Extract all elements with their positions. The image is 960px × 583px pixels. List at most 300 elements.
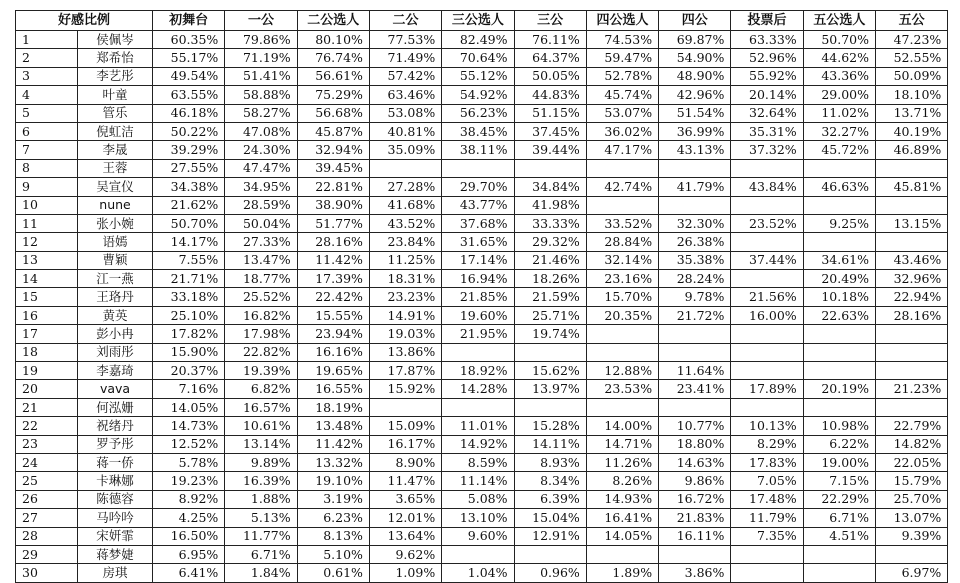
value-cell: 6.39% (514, 490, 586, 508)
value-cell: 8.92% (153, 490, 225, 508)
value-cell (659, 196, 731, 214)
rank-cell: 23 (16, 435, 78, 453)
value-cell: 32.94% (297, 141, 369, 159)
value-cell: 56.23% (442, 104, 514, 122)
value-cell: 15.09% (369, 417, 441, 435)
value-cell (803, 325, 875, 343)
value-cell: 9.60% (442, 527, 514, 545)
value-cell: 32.14% (586, 251, 658, 269)
value-cell (803, 564, 875, 582)
value-cell: 70.64% (442, 49, 514, 67)
value-cell: 46.18% (153, 104, 225, 122)
value-cell (586, 545, 658, 563)
name-cell: 王蓉 (78, 159, 153, 177)
value-cell: 51.54% (659, 104, 731, 122)
value-cell (875, 233, 947, 251)
rank-cell: 20 (16, 380, 78, 398)
value-cell: 16.41% (586, 509, 658, 527)
value-cell (731, 362, 803, 380)
column-header: 五公 (875, 11, 947, 31)
value-cell: 38.11% (442, 141, 514, 159)
value-cell: 23.23% (369, 288, 441, 306)
value-cell: 50.09% (875, 67, 947, 85)
value-cell: 12.91% (514, 527, 586, 545)
value-cell: 60.35% (153, 31, 225, 49)
value-cell: 82.49% (442, 31, 514, 49)
value-cell: 7.55% (153, 251, 225, 269)
value-cell: 45.87% (297, 122, 369, 140)
value-cell: 14.63% (659, 453, 731, 471)
table-row (16, 453, 948, 471)
value-cell: 38.45% (442, 122, 514, 140)
value-cell (731, 545, 803, 563)
value-cell: 8.13% (297, 527, 369, 545)
value-cell: 21.62% (153, 196, 225, 214)
value-cell: 6.71% (225, 545, 297, 563)
value-cell: 17.14% (442, 251, 514, 269)
table-row (16, 141, 948, 159)
name-cell: 马吟吟 (78, 509, 153, 527)
value-cell: 75.29% (297, 86, 369, 104)
value-cell: 28.16% (297, 233, 369, 251)
value-cell: 17.39% (297, 270, 369, 288)
value-cell: 14.82% (875, 435, 947, 453)
name-cell: vava (78, 380, 153, 398)
value-cell: 6.41% (153, 564, 225, 582)
value-cell: 10.18% (803, 288, 875, 306)
value-cell: 69.87% (659, 31, 731, 49)
value-cell: 22.63% (803, 306, 875, 324)
value-cell (586, 325, 658, 343)
value-cell (803, 545, 875, 563)
value-cell: 22.79% (875, 417, 947, 435)
name-cell: 卡琳娜 (78, 472, 153, 490)
name-cell: 李艺彤 (78, 67, 153, 85)
value-cell: 32.96% (875, 270, 947, 288)
value-cell: 5.08% (442, 490, 514, 508)
value-cell: 50.05% (514, 67, 586, 85)
value-cell (731, 343, 803, 361)
value-cell: 57.42% (369, 67, 441, 85)
name-cell: 李嘉琦 (78, 362, 153, 380)
value-cell: 11.01% (442, 417, 514, 435)
value-cell: 37.45% (514, 122, 586, 140)
rank-cell: 30 (16, 564, 78, 582)
value-cell: 39.29% (153, 141, 225, 159)
rank-cell: 28 (16, 527, 78, 545)
value-cell (659, 545, 731, 563)
value-cell: 39.45% (297, 159, 369, 177)
value-cell: 14.91% (369, 306, 441, 324)
value-cell: 52.55% (875, 49, 947, 67)
value-cell: 11.47% (369, 472, 441, 490)
name-cell: 倪虹洁 (78, 122, 153, 140)
rank-cell: 2 (16, 49, 78, 67)
value-cell: 3.86% (659, 564, 731, 582)
value-cell: 47.47% (225, 159, 297, 177)
value-cell: 8.29% (731, 435, 803, 453)
value-cell: 53.07% (586, 104, 658, 122)
value-cell: 19.03% (369, 325, 441, 343)
value-cell (369, 159, 441, 177)
table-row (16, 288, 948, 306)
value-cell: 37.68% (442, 214, 514, 232)
table-row (16, 472, 948, 490)
value-cell: 19.39% (225, 362, 297, 380)
value-cell (586, 343, 658, 361)
value-cell: 63.55% (153, 86, 225, 104)
value-cell: 4.25% (153, 509, 225, 527)
value-cell (659, 159, 731, 177)
value-cell: 14.05% (586, 527, 658, 545)
value-cell: 13.64% (369, 527, 441, 545)
value-cell (442, 398, 514, 416)
value-cell: 3.19% (297, 490, 369, 508)
value-cell: 12.52% (153, 435, 225, 453)
value-cell: 14.71% (586, 435, 658, 453)
value-cell: 34.95% (225, 178, 297, 196)
table-row (16, 159, 948, 177)
name-cell: 侯佩岑 (78, 31, 153, 49)
rank-cell: 16 (16, 306, 78, 324)
value-cell: 34.61% (803, 251, 875, 269)
value-cell: 58.27% (225, 104, 297, 122)
value-cell: 3.65% (369, 490, 441, 508)
value-cell: 18.80% (659, 435, 731, 453)
value-cell (875, 398, 947, 416)
value-cell: 14.00% (586, 417, 658, 435)
value-cell: 20.14% (731, 86, 803, 104)
value-cell: 21.71% (153, 270, 225, 288)
value-cell: 55.12% (442, 67, 514, 85)
value-cell: 16.82% (225, 306, 297, 324)
name-cell: nune (78, 196, 153, 214)
table-row (16, 104, 948, 122)
value-cell: 8.26% (586, 472, 658, 490)
value-cell: 45.81% (875, 178, 947, 196)
value-cell: 14.93% (586, 490, 658, 508)
value-cell: 23.84% (369, 233, 441, 251)
name-cell: 张小婉 (78, 214, 153, 232)
value-cell (731, 564, 803, 582)
value-cell: 29.00% (803, 86, 875, 104)
value-cell: 16.17% (369, 435, 441, 453)
value-cell: 16.39% (225, 472, 297, 490)
header-row (16, 11, 948, 31)
value-cell: 1.84% (225, 564, 297, 582)
value-cell: 55.92% (731, 67, 803, 85)
name-cell: 陈德容 (78, 490, 153, 508)
value-cell: 50.22% (153, 122, 225, 140)
value-cell: 29.70% (442, 178, 514, 196)
value-cell: 46.63% (803, 178, 875, 196)
value-cell: 16.16% (297, 343, 369, 361)
table-row (16, 270, 948, 288)
value-cell: 33.52% (586, 214, 658, 232)
rank-cell: 15 (16, 288, 78, 306)
value-cell: 22.82% (225, 343, 297, 361)
name-cell: 黄英 (78, 306, 153, 324)
value-cell: 18.31% (369, 270, 441, 288)
table-row (16, 49, 948, 67)
value-cell: 34.38% (153, 178, 225, 196)
value-cell: 13.97% (514, 380, 586, 398)
value-cell (875, 196, 947, 214)
rank-cell: 12 (16, 233, 78, 251)
value-cell: 13.32% (297, 453, 369, 471)
value-cell: 15.28% (514, 417, 586, 435)
value-cell: 17.89% (731, 380, 803, 398)
value-cell: 18.92% (442, 362, 514, 380)
value-cell: 6.22% (803, 435, 875, 453)
value-cell: 17.98% (225, 325, 297, 343)
value-cell: 23.53% (586, 380, 658, 398)
name-cell: 语嫣 (78, 233, 153, 251)
value-cell: 21.85% (442, 288, 514, 306)
value-cell: 16.72% (659, 490, 731, 508)
value-cell: 17.87% (369, 362, 441, 380)
value-cell: 21.46% (514, 251, 586, 269)
name-cell: 宋妍霏 (78, 527, 153, 545)
value-cell: 25.52% (225, 288, 297, 306)
value-cell: 37.44% (731, 251, 803, 269)
table-row (16, 417, 948, 435)
value-cell (875, 325, 947, 343)
value-cell: 28.16% (875, 306, 947, 324)
table-row (16, 86, 948, 104)
table-row (16, 31, 948, 49)
rank-cell: 21 (16, 398, 78, 416)
value-cell: 28.24% (659, 270, 731, 288)
value-cell: 53.08% (369, 104, 441, 122)
table-row (16, 306, 948, 324)
value-cell: 15.55% (297, 306, 369, 324)
table-row (16, 251, 948, 269)
value-cell (875, 343, 947, 361)
value-cell: 42.96% (659, 86, 731, 104)
value-cell: 22.05% (875, 453, 947, 471)
table-row (16, 490, 948, 508)
value-cell: 17.82% (153, 325, 225, 343)
value-cell: 28.59% (225, 196, 297, 214)
value-cell: 14.92% (442, 435, 514, 453)
value-cell: 28.84% (586, 233, 658, 251)
name-cell: 何泓姗 (78, 398, 153, 416)
column-header: 二公 (369, 11, 441, 31)
value-cell: 6.97% (875, 564, 947, 582)
value-cell: 8.93% (514, 453, 586, 471)
value-cell: 23.41% (659, 380, 731, 398)
value-cell (875, 362, 947, 380)
value-cell: 50.70% (153, 214, 225, 232)
value-cell: 43.52% (369, 214, 441, 232)
value-cell: 33.18% (153, 288, 225, 306)
value-cell: 19.00% (803, 453, 875, 471)
value-cell (731, 325, 803, 343)
value-cell: 40.19% (875, 122, 947, 140)
value-cell: 8.59% (442, 453, 514, 471)
value-cell: 18.26% (514, 270, 586, 288)
value-cell: 41.98% (514, 196, 586, 214)
table-row (16, 435, 948, 453)
name-cell: 叶童 (78, 86, 153, 104)
rank-cell: 18 (16, 343, 78, 361)
value-cell: 71.19% (225, 49, 297, 67)
value-cell: 11.77% (225, 527, 297, 545)
value-cell: 47.08% (225, 122, 297, 140)
value-cell: 15.79% (875, 472, 947, 490)
value-cell: 76.74% (297, 49, 369, 67)
value-cell: 9.78% (659, 288, 731, 306)
value-cell: 22.42% (297, 288, 369, 306)
table-row (16, 527, 948, 545)
value-cell: 77.53% (369, 31, 441, 49)
value-cell: 21.95% (442, 325, 514, 343)
value-cell: 15.62% (514, 362, 586, 380)
rank-cell: 24 (16, 453, 78, 471)
value-cell: 22.94% (875, 288, 947, 306)
table-row (16, 509, 948, 527)
value-cell: 44.62% (803, 49, 875, 67)
name-cell: 吴宣仪 (78, 178, 153, 196)
value-cell (803, 398, 875, 416)
value-cell: 13.47% (225, 251, 297, 269)
name-cell: 蒋梦婕 (78, 545, 153, 563)
rank-cell: 26 (16, 490, 78, 508)
value-cell (731, 159, 803, 177)
value-cell (659, 343, 731, 361)
value-cell: 0.61% (297, 564, 369, 582)
rank-cell: 17 (16, 325, 78, 343)
value-cell: 13.86% (369, 343, 441, 361)
value-cell: 25.10% (153, 306, 225, 324)
value-cell: 64.37% (514, 49, 586, 67)
value-cell: 19.74% (514, 325, 586, 343)
value-cell: 56.68% (297, 104, 369, 122)
value-cell: 48.90% (659, 67, 731, 85)
rank-cell: 13 (16, 251, 78, 269)
value-cell: 20.37% (153, 362, 225, 380)
value-cell: 16.11% (659, 527, 731, 545)
value-cell: 35.31% (731, 122, 803, 140)
value-cell: 74.53% (586, 31, 658, 49)
value-cell: 36.99% (659, 122, 731, 140)
rank-cell: 4 (16, 86, 78, 104)
value-cell (659, 398, 731, 416)
value-cell: 27.33% (225, 233, 297, 251)
value-cell: 11.42% (297, 435, 369, 453)
name-cell: 刘雨彤 (78, 343, 153, 361)
value-cell: 32.64% (731, 104, 803, 122)
table-row (16, 398, 948, 416)
value-cell: 59.47% (586, 49, 658, 67)
value-cell: 43.46% (875, 251, 947, 269)
value-cell: 12.88% (586, 362, 658, 380)
value-cell: 20.49% (803, 270, 875, 288)
value-cell: 19.65% (297, 362, 369, 380)
value-cell: 54.90% (659, 49, 731, 67)
value-cell: 23.94% (297, 325, 369, 343)
value-cell: 25.70% (875, 490, 947, 508)
value-cell: 19.60% (442, 306, 514, 324)
table-row (16, 545, 948, 563)
value-cell (803, 233, 875, 251)
rank-cell: 19 (16, 362, 78, 380)
value-cell: 6.82% (225, 380, 297, 398)
value-cell: 1.09% (369, 564, 441, 582)
value-cell: 50.70% (803, 31, 875, 49)
table-row (16, 122, 948, 140)
value-cell: 15.04% (514, 509, 586, 527)
column-header: 四公 (659, 11, 731, 31)
value-cell: 10.61% (225, 417, 297, 435)
value-cell (731, 270, 803, 288)
table-body (16, 31, 948, 583)
value-cell: 9.62% (369, 545, 441, 563)
value-cell: 16.94% (442, 270, 514, 288)
value-cell: 18.10% (875, 86, 947, 104)
value-cell: 51.15% (514, 104, 586, 122)
value-cell: 49.54% (153, 67, 225, 85)
column-header: 五公选人 (803, 11, 875, 31)
name-cell: 江一燕 (78, 270, 153, 288)
value-cell: 51.41% (225, 67, 297, 85)
value-cell: 11.14% (442, 472, 514, 490)
table-row (16, 196, 948, 214)
value-cell: 21.56% (731, 288, 803, 306)
value-cell: 52.96% (731, 49, 803, 67)
value-cell: 63.46% (369, 86, 441, 104)
value-cell: 34.84% (514, 178, 586, 196)
value-cell: 6.71% (803, 509, 875, 527)
value-cell: 15.70% (586, 288, 658, 306)
value-cell: 26.38% (659, 233, 731, 251)
value-cell: 17.48% (731, 490, 803, 508)
value-cell (442, 545, 514, 563)
value-cell: 56.61% (297, 67, 369, 85)
rank-cell: 27 (16, 509, 78, 527)
value-cell (731, 398, 803, 416)
value-cell (586, 196, 658, 214)
rank-cell: 7 (16, 141, 78, 159)
name-cell: 房琪 (78, 564, 153, 582)
rank-cell: 3 (16, 67, 78, 85)
column-header: 一公 (225, 11, 297, 31)
value-cell: 18.19% (297, 398, 369, 416)
value-cell: 50.04% (225, 214, 297, 232)
value-cell: 80.10% (297, 31, 369, 49)
table-row (16, 178, 948, 196)
value-cell: 13.15% (875, 214, 947, 232)
value-cell: 9.39% (875, 527, 947, 545)
value-cell: 43.36% (803, 67, 875, 85)
value-cell: 43.13% (659, 141, 731, 159)
value-cell: 15.92% (369, 380, 441, 398)
value-cell (803, 196, 875, 214)
value-cell (731, 233, 803, 251)
value-cell: 25.71% (514, 306, 586, 324)
value-cell: 13.07% (875, 509, 947, 527)
value-cell (731, 196, 803, 214)
value-cell: 8.34% (514, 472, 586, 490)
value-cell: 55.17% (153, 49, 225, 67)
value-cell: 43.77% (442, 196, 514, 214)
value-cell: 20.19% (803, 380, 875, 398)
value-cell: 63.33% (731, 31, 803, 49)
value-cell: 33.33% (514, 214, 586, 232)
value-cell: 21.83% (659, 509, 731, 527)
value-cell: 5.10% (297, 545, 369, 563)
